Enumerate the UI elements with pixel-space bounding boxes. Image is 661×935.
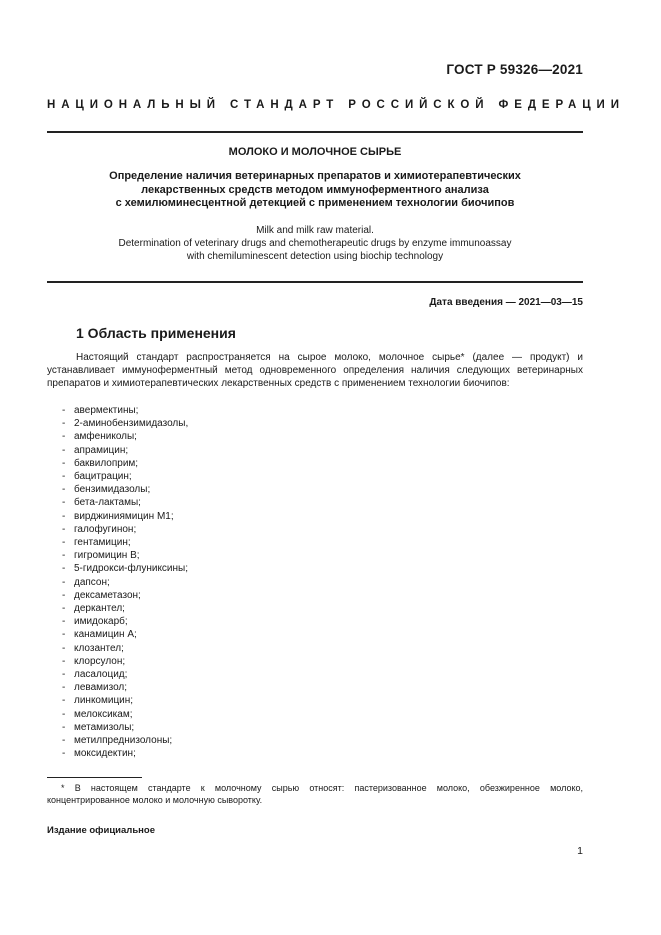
page-number: 1 [577,845,583,857]
list-bullet: - [62,695,66,707]
list-item-text: авермектины; [74,405,139,416]
list-bullet: - [62,457,66,469]
list-item [62,404,188,417]
list-item-text: апрамицин; [74,444,129,456]
list-bullet: - [62,748,66,760]
list-item [62,655,188,668]
list-item-text: канамицин А; [74,629,137,641]
list-bullet: - [62,576,66,588]
list-bullet: - [62,589,66,601]
list-item-text: амфениколы; [74,431,137,443]
list-item-text: бета-лактамы; [74,497,141,509]
list-bullet: - [62,484,66,496]
document-subtitle-ru [47,170,583,211]
title-en-line: with chemiluminescent detection using biochip technology [186,251,444,262]
top-divider [47,131,583,133]
list-item-text: ласалоцид; [74,669,128,681]
list-bullet: - [62,497,66,509]
document-code: ГОСТ Р 59326—2021 [446,62,583,77]
footnote-divider [47,777,142,778]
list-bullet: - [62,642,66,654]
list-item-text: клорсулон; [74,655,126,667]
list-bullet: - [62,629,66,641]
list-item-text: галофугинон; [74,523,137,535]
edition-label: Издание официальное [47,825,155,836]
list-item-text: линкомицин; [74,695,134,707]
list-item [62,668,188,681]
list-item [62,615,188,628]
list-item [62,589,188,602]
list-item-text: имидокарб; [74,616,128,628]
list-bullet: - [62,431,66,443]
drug-list [62,404,188,760]
introduction-date: Дата введения — 2021—03—15 [429,297,583,308]
subtitle-line: Определение наличия ветеринарных препаратов и химиотерапевтических [109,170,521,182]
list-item [62,642,188,655]
list-item [62,444,188,457]
list-item-text: мелоксикам; [74,708,133,720]
list-item [62,417,188,430]
list-item [62,694,188,707]
subtitle-line: лекарственных средств методом иммуноферментного анализа [141,183,489,196]
list-item [62,708,188,721]
list-item-text: дапсон; [74,576,110,588]
list-bullet: - [62,471,66,483]
list-bullet: - [62,537,66,549]
list-item [62,430,188,443]
list-item [62,496,188,509]
list-item [62,470,188,483]
title-divider [47,281,583,283]
list-item-text: клозантел; [74,642,124,654]
list-item-text: гентамицин; [74,537,131,549]
national-standard-heading: НАЦИОНАЛЬНЫЙ СТАНДАРТ РОССИЙСКОЙ ФЕДЕРАЦИИ [47,99,625,111]
list-item [62,747,188,760]
list-bullet: - [62,669,66,681]
list-item [62,602,188,615]
list-bullet: - [62,655,66,667]
list-item [62,523,188,536]
document-title: МОЛОКО И МОЛОЧНОЕ СЫРЬЕ [228,146,402,158]
list-item-text: метилпреднизолоны; [74,735,173,747]
footnote: * В настоящем стандарте к молочному сырью относят: пастеризованное молоко, обезжиренное молоко, концентрированное молоко и молочную сыворотку. [47,783,583,805]
list-item [62,549,188,562]
list-bullet: - [62,550,66,562]
list-item [62,628,188,641]
list-bullet: - [62,603,66,615]
list-item-text: гигромицин В; [74,550,140,562]
list-item-text: моксидектин; [74,748,136,760]
list-bullet: - [62,735,66,747]
list-bullet: - [62,721,66,733]
list-bullet: - [62,682,66,694]
list-item [62,457,188,470]
title-en-line: Determination of veterinary drugs and chemotherapeutic drugs by enzyme immunoassay [118,238,512,249]
list-item [62,483,188,496]
section-heading: 1 Область применения [76,325,236,341]
list-item [62,510,188,523]
list-item [62,562,188,575]
list-item [62,721,188,734]
list-item-text: 5-гидрокси-флуниксины; [74,563,188,575]
title-en-line: Milk and milk raw material. [256,225,374,236]
list-item-text: левамизол; [74,682,128,694]
list-bullet: - [62,405,66,416]
list-item-text: деркантел; [74,603,125,615]
list-item-text: вирджиниямицин М1; [74,510,174,522]
list-item-text: метамизолы; [74,721,135,733]
list-item [62,576,188,589]
list-item-text: бензимидазолы; [74,484,151,496]
document-title-en [47,224,583,263]
list-item-text: баквилоприм; [74,457,139,469]
list-item [62,734,188,747]
list-item [62,536,188,549]
list-bullet: - [62,418,66,430]
list-bullet: - [62,510,66,522]
list-bullet: - [62,563,66,575]
list-item-text: дексаметазон; [74,589,141,601]
list-item-text: бацитрацин; [74,471,132,483]
list-item-text: 2-аминобензимидазолы, [74,418,189,430]
list-bullet: - [62,616,66,628]
list-bullet: - [62,444,66,456]
list-bullet: - [62,708,66,720]
scope-paragraph: Настоящий стандарт распространяется на сырое молоко, молочное сырье* (далее — продукт) и устанавливает иммуноферментный метод одновременного определения наличия следующих ветеринарных препаратов и химиотерапевтических лекарственных средств с применением технологии биочипов: [47,352,583,390]
list-item [62,681,188,694]
subtitle-line: с хемилюминесцентной детекцией с применением технологии биочипов [115,197,515,210]
list-bullet: - [62,523,66,535]
